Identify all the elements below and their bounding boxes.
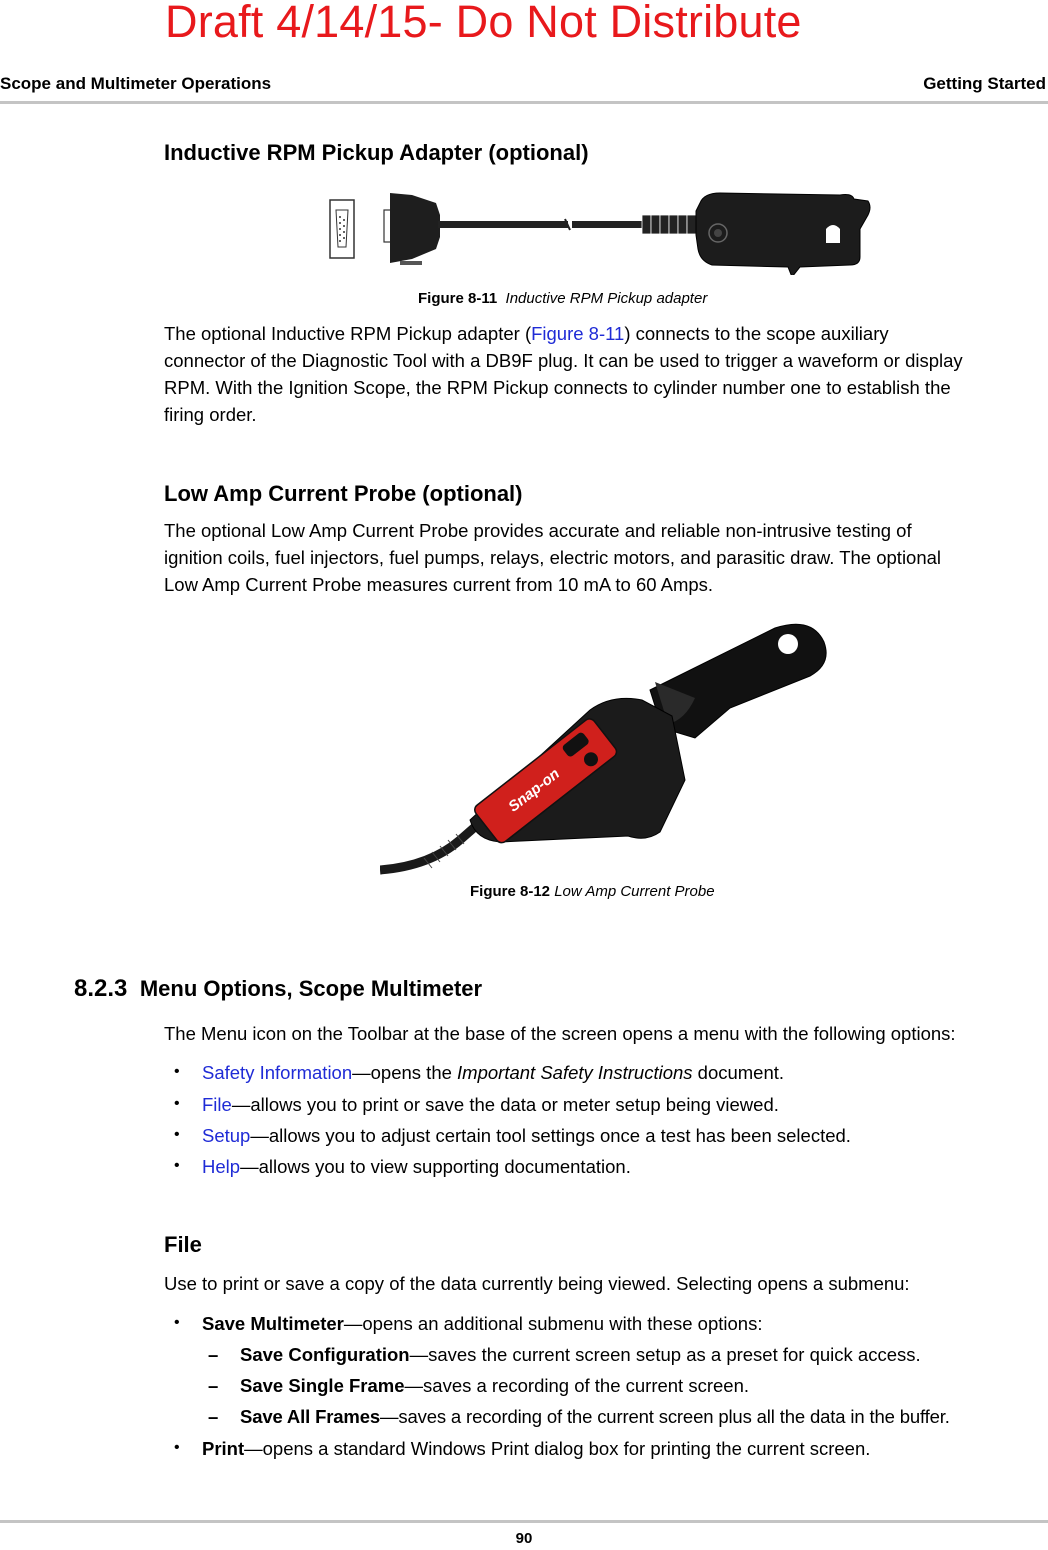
rpm-para-line-2: connector of the Diagnostic Tool with a DB9F plug. It can be used to trigger a waveform or display	[164, 350, 963, 371]
rpm-pickup-figure	[320, 185, 880, 275]
section-8-2-3-heading	[74, 975, 482, 1003]
figure-8-11-label: Figure 8-11	[418, 290, 498, 307]
file-link[interactable]: File	[202, 1094, 232, 1115]
header-chapter-title: Scope and Multimeter Operations	[0, 74, 272, 93]
help-link[interactable]: Help	[202, 1156, 241, 1177]
lowamp-para-line-3: Low Amp Current Probe measures current from 10 mA to 60 Amps.	[164, 574, 714, 595]
dash-icon: –	[208, 1344, 219, 1365]
file-intro: Use to print or save a copy of the data currently being viewed. Selecting opens a submenu:	[164, 1273, 910, 1294]
footer-rule	[0, 1520, 1048, 1523]
rpm-heading: Inductive RPM Pickup Adapter (optional)	[164, 140, 589, 165]
section-number: 8.2.3	[74, 975, 128, 1002]
setup-link[interactable]: Setup	[202, 1125, 251, 1146]
probe-brand-text: Snap-on	[505, 765, 563, 816]
figure-8-11-link[interactable]: Figure 8-11	[531, 323, 625, 344]
figure-8-12-label: Figure 8-12	[470, 883, 551, 900]
bullet-icon: •	[174, 1439, 180, 1456]
rpm-paragraph	[164, 320, 1048, 428]
rpm-para-line-3: RPM. With the Ignition Scope, the RPM Pickup connects to cylinder number one to establish the	[164, 377, 951, 398]
db9-plug-body	[384, 193, 440, 265]
dash-icon: –	[208, 1406, 219, 1427]
figure-8-11-text: Inductive RPM Pickup adapter	[505, 290, 708, 307]
dash-icon: –	[208, 1375, 219, 1396]
section-title: Menu Options, Scope Multimeter	[139, 976, 483, 1001]
rpm-para-line-4: firing order.	[164, 404, 257, 425]
rpm-cable	[438, 215, 696, 234]
low-amp-probe-figure	[380, 620, 830, 875]
page-number: 90	[515, 1530, 533, 1547]
rpm-clamp-head	[696, 193, 870, 275]
file-heading: File	[164, 1232, 202, 1257]
bullet-icon: •	[174, 1126, 180, 1143]
bullet-icon: •	[174, 1063, 180, 1080]
header-rule	[0, 101, 1048, 104]
bullet-icon: •	[174, 1157, 180, 1174]
lowamp-paragraph	[164, 517, 1048, 598]
probe-jaw-hole	[778, 634, 798, 654]
draft-watermark: Draft 4/14/15- Do Not Distribute	[165, 0, 802, 47]
bullet-icon: •	[174, 1095, 180, 1112]
menu-intro: The Menu icon on the Toolbar at the base of the screen opens a menu with the following options:	[164, 1023, 956, 1044]
db9-connector-face	[330, 200, 354, 258]
probe-clamp-jaw	[650, 624, 826, 738]
figure-8-12-text: Low Amp Current Probe	[554, 883, 715, 900]
safety-information-link[interactable]: Safety Information	[202, 1062, 353, 1083]
figure-8-12-caption	[470, 883, 715, 900]
lowamp-para-line-1: The optional Low Amp Current Probe provides accurate and reliable non-intrusive testing of	[164, 520, 912, 541]
header-section-title: Getting Started	[923, 74, 1046, 93]
figure-8-11-caption	[418, 290, 707, 307]
rpm-para-line-1: The optional Inductive RPM Pickup adapter (Figure 8-11) connects to the scope auxiliary	[164, 323, 889, 344]
lowamp-heading: Low Amp Current Probe (optional)	[164, 481, 523, 506]
bullet-icon: •	[174, 1314, 180, 1331]
lowamp-para-line-2: ignition coils, fuel injectors, fuel pumps, relays, electric motors, and parasitic draw. The optional	[164, 547, 942, 568]
